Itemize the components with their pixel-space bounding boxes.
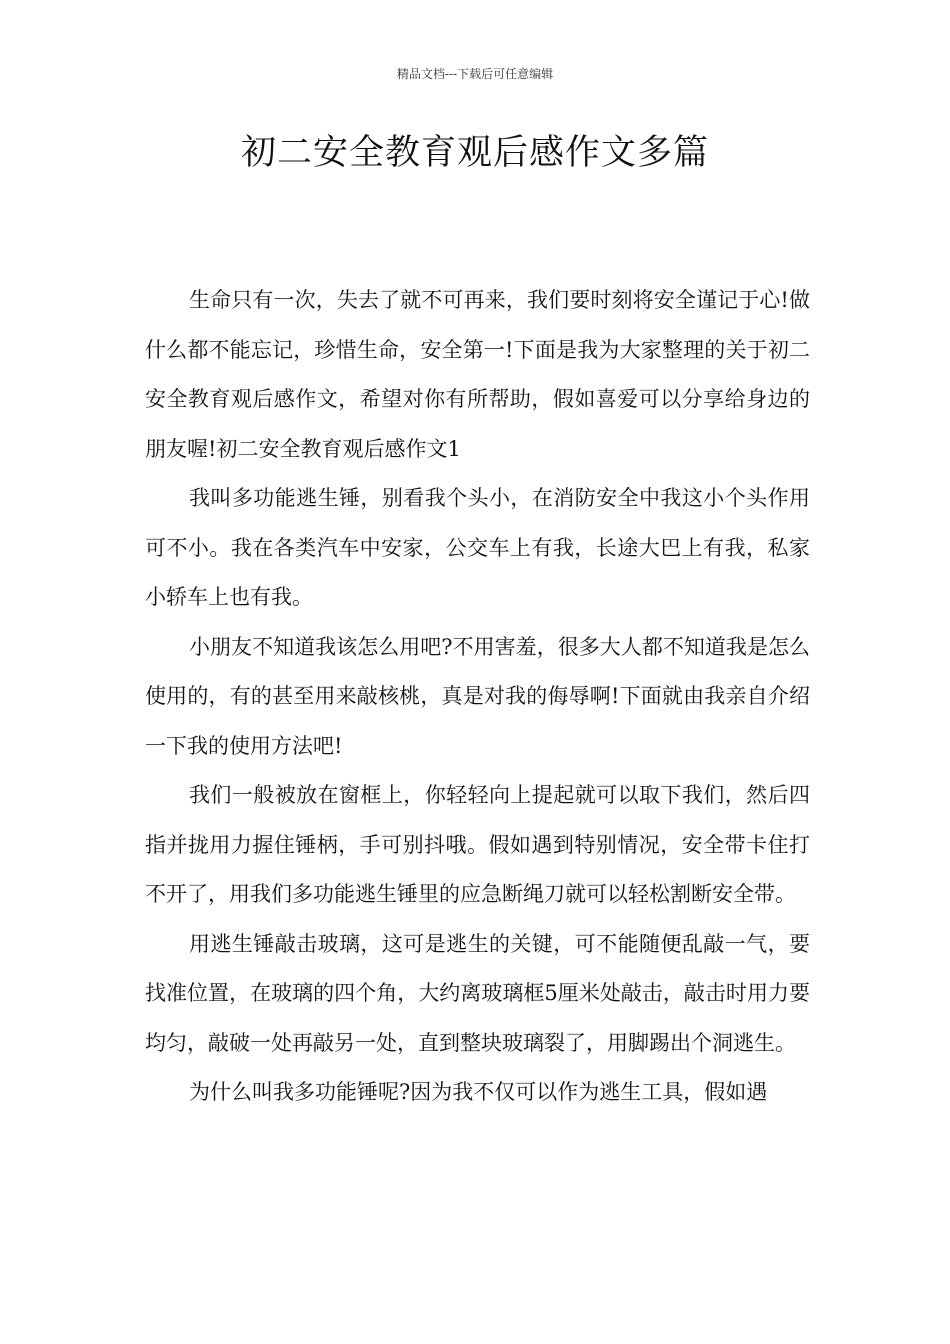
- paragraph: 为什么叫我多功能锤呢?因为我不仅可以作为逃生工具，假如遇: [189, 1080, 768, 1104]
- paragraph: 我叫多功能逃生锤，别看我个头小，在消防安全中我这小个头作用可不小。我在各类汽车中安家，公交车上有我，长途大巴上有我，私家小轿车上也有我。: [145, 486, 810, 609]
- document-body: [145, 276, 810, 1118]
- paragraph: 小朋友不知道我该怎么用吧?不用害羞，很多大人都不知道我是怎么使用的，有的甚至用来敲核桃，真是对我的侮辱啊!下面就由我亲自介绍一下我的使用方法吧!: [145, 634, 810, 758]
- paragraph: 生命只有一次，失去了就不可再来，我们要时刻将安全谨记于心!做什么都不能忘记，珍惜生命，安全第一!下面是我为大家整理的关于初二安全教育观后感作文，希望对你有所帮助，假如喜爱可以分享给身边的朋友喔!初二安全教育观后感作文1: [145, 288, 810, 461]
- paragraph: 我们一般被放在窗框上，你轻轻向上提起就可以取下我们，然后四指并拢用力握住锤柄，手可别抖哦。假如遇到特别情况，安全带卡住打不开了，用我们多功能逃生锤里的应急断绳刀就可以轻松割断安全带。: [145, 783, 810, 906]
- paragraph: 用逃生锤敲击玻璃，这可是逃生的关键，可不能随便乱敲一气，要找准位置，在玻璃的四个角，大约离玻璃框5厘米处敲击，敲击时用力要均匀，敲破一处再敲另一处，直到整块玻璃裂了，用脚踢出个洞逃生。: [145, 931, 810, 1055]
- page-header-caption: 精品文档---下载后可任意编辑: [396, 67, 554, 81]
- document-title: 初二安全教育观后感作文多篇: [240, 133, 709, 173]
